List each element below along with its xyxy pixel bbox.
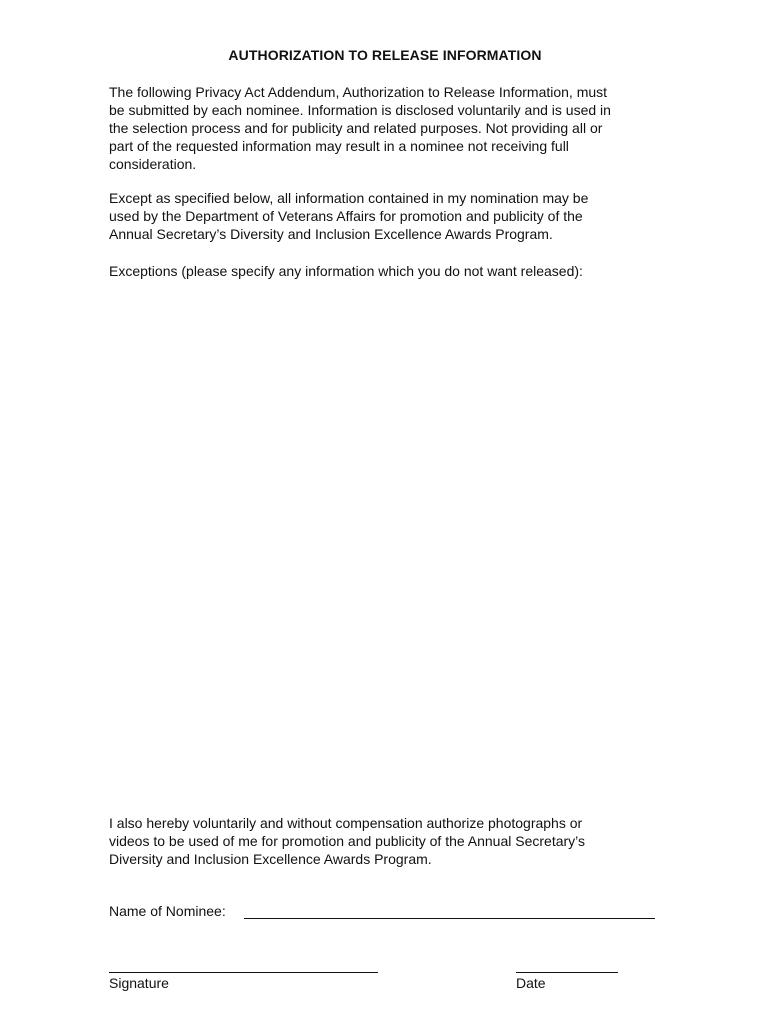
signature-label: Signature xyxy=(109,975,169,991)
release-consent-paragraph: Except as specified below, all information contained in my nomination may be used by the Department of Veterans Affairs for promotion and publicity of the Annual Secretary’s Diversity and Inclusion Excellence Awards Program. xyxy=(109,190,589,242)
nominee-name-label: Name of Nominee: xyxy=(109,903,226,919)
date-field[interactable] xyxy=(516,972,618,973)
exceptions-entry-area[interactable] xyxy=(109,285,659,805)
date-label: Date xyxy=(516,975,546,991)
privacy-act-paragraph: The following Privacy Act Addendum, Authorization to Release Information, must be submitted by each nominee. Information is disclosed voluntarily and is used in the selection process and for publicity and related purposes. Not providing all or part of the requested information may result in a nominee not receiving full consideration. xyxy=(109,84,611,172)
photo-authorization-paragraph: I also hereby voluntarily and without compensation authorize photographs or videos to be used of me for promotion and publicity of the Annual Secretary’s Diversity and Inclusion Excellence Awards Program. xyxy=(109,815,586,867)
signature-field[interactable] xyxy=(109,972,378,973)
nominee-name-field[interactable] xyxy=(244,918,655,919)
exceptions-prompt: Exceptions (please specify any information which you do not want released): xyxy=(109,263,583,279)
document-title: AUTHORIZATION TO RELEASE INFORMATION xyxy=(228,47,542,63)
